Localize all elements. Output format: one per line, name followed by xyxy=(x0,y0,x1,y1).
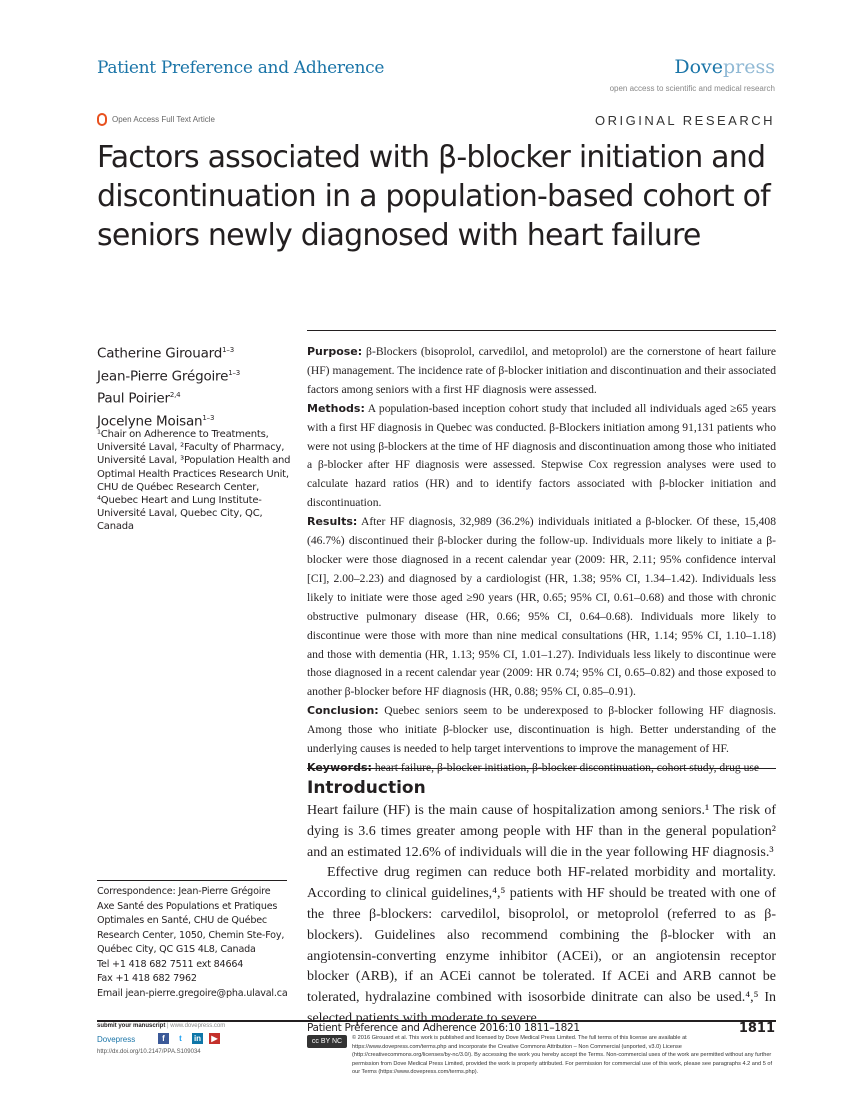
abstract xyxy=(307,343,776,778)
site-link[interactable]: | www.dovepress.com xyxy=(165,1023,226,1029)
section-label: Results: xyxy=(307,515,358,529)
author xyxy=(97,386,240,409)
open-access-badge xyxy=(97,113,215,126)
abstract-results xyxy=(307,513,776,702)
section-label: Keywords: xyxy=(307,760,372,774)
journal-name: Patient Preference and Adherence xyxy=(97,58,385,78)
section-text: β-Blockers (bisoprolol, carvedilol, and metoprolol) are the cornerstone of heart failure (HF) management. The incidence rate of β-blocker initiation and discontinuation and their associated factors among seniors with a first HF diagnosis were assessed. xyxy=(307,345,776,396)
author-sup: 1–3 xyxy=(222,346,234,354)
abstract-purpose xyxy=(307,343,776,400)
twitter-icon[interactable]: t xyxy=(175,1033,186,1044)
article-type: ORIGINAL RESEARCH xyxy=(595,113,775,128)
section-label: Methods: xyxy=(307,401,365,415)
open-access-label: Open Access Full Text Article xyxy=(112,115,216,124)
author-name: Catherine Girouard xyxy=(97,345,223,362)
section-text: After HF diagnosis, 32,989 (36.2%) individuals initiated a β-blocker. Of these, 15,408 (46.7%) discontinued their β-blocker during the follow-up. Individuals more likely to initiate a β-blocker were those diagnosed in a recent calendar year (2009: HR, 2.11; 95% confidence interval [CI], 2.00–2.23) and diagnosed by a cardiologist (HR, 1.38; 95% CI, 1.34–1.42). Individuals less likely to initiate were those aged ≥90 years (HR, 0.65; 95% CI, 0.61–0.68) and those with chronic obstructive pulmonary disease (HR, 0.66; 95% CI, 0.64–0.68). Individuals more likely to discontinue were those with more than nine medical consultations (HR, 1.14; 95% CI, 1.10–1.18) and those with dementia (HR, 1.13; 95% CI, 1.01–1.27). Individuals less likely to discontinue were those diagnosed in a recent calendar year (2009: HR 0.74; 95% CI, 0.65–0.82) and those exposed to another β-blocker before HF diagnosis (HR, 0.88; 95% CI, 0.85–0.91). xyxy=(307,515,776,699)
author-list xyxy=(97,341,240,431)
author xyxy=(97,341,240,364)
introduction-heading: Introduction xyxy=(307,778,426,798)
correspondence xyxy=(97,885,292,1001)
cc-license-icon[interactable]: cc BY NC xyxy=(307,1035,347,1048)
author-sup: 2,4 xyxy=(169,391,181,399)
publisher-tagline: open access to scientific and medical research xyxy=(609,84,775,93)
author-name: Jean-Pierre Grégoire xyxy=(97,368,229,384)
author xyxy=(97,364,240,387)
section-text: heart failure, β-blocker initiation, β-blocker discontinuation, cohort study, drug use xyxy=(371,760,760,774)
correspondence-address: Axe Santé des Populations et Pratiques Optimales en Santé, CHU de Québec Research Center, 1050, Chemin Ste-Foy, Québec City, QC G1S 4L8, Canada xyxy=(97,900,285,955)
correspondence-fax: Fax +1 418 682 7962 xyxy=(97,973,197,984)
abstract-conclusion xyxy=(307,702,776,759)
publisher-logo[interactable] xyxy=(674,56,775,78)
doi-link[interactable]: http://dx.doi.org/10.2147/PPA.S109034 xyxy=(97,1049,201,1055)
section-label: Purpose: xyxy=(307,345,363,358)
author-name: Jocelyne Moisan xyxy=(97,413,203,429)
paragraph: Effective drug regimen can reduce both HF-related morbidity and mortality. According to clinical guidelines,⁴,⁵ patients with HF should be treated with one of the three β-blockers: carvedilol, bisoprolol, or metoprolol (referred to as β-blockers). Guidelines also recommend combining the β-blocker with an angiotensin-converting enzyme inhibitor (ACEi), or an angiotensin receptor blocker (ARB), if an ACEi cannot be tolerated. If ACEi and ARB cannot be tolerated, hydralazine combined with isosorbide dinitrate can also be used.⁴,⁵ In selected patients with moderate to severe xyxy=(307,865,776,1026)
facebook-icon[interactable]: f xyxy=(158,1033,169,1044)
article-title: Factors associated with β-blocker initiation and discontinuation in a population-based cohort of seniors newly diagnosed with heart failure xyxy=(97,140,770,253)
correspondence-tel: Tel +1 418 682 7511 ext 84664 xyxy=(97,958,244,970)
correspondence-divider xyxy=(97,880,287,881)
social-links xyxy=(158,1033,220,1044)
intro-divider xyxy=(307,768,776,769)
affiliations: ¹Chair on Adherence to Treatments, Université Laval, ²Faculty of Pharmacy, Université Laval, ³Population Health and Optimal Health Practices Research Unit, CHU de Québec Research Center, ⁴Quebec Heart and Lung Institute-Université Laval, Quebec City, QC, Canada xyxy=(97,429,291,533)
linkedin-icon[interactable]: in xyxy=(193,1034,202,1043)
introduction-body xyxy=(307,801,776,1030)
license-text: © 2016 Girouard et al. This work is published and licensed by Dove Medical Press Limited. The full terms of this license are available at https://www.dovepress.com/terms.php and incorporate the Creative Commons Attribution – Non Commercial (unported, v3.0) License (http://creativecommons.org/licenses/by-nc/3.0/). By accessing the work you hereby accept the Terms. Non-commercial uses of the work are permitted without any further permission from Dove Medical Press Limited, provided the work is properly attributed. For permission for commercial use of this work, please see paragraphs 4.2 and 5 of our Terms (https://www.dovepress.com/terms.php). xyxy=(352,1035,773,1075)
submit-link[interactable] xyxy=(97,1023,225,1029)
author-sup: 1–3 xyxy=(228,368,241,377)
section-text: A population-based inception cohort study that included all individuals aged ≥65 years with a first HF diagnosis in Quebec was conducted. β-Blockers initiation among 91,131 patients who were not using β-blockers at the time of HF diagnosis and discontinuation among those who initiated a β-blocker after HF diagnosis were assessed. Stepwise Cox regression analyses were used to calculate hazard ratios (HR) and to identify factors associated with β-blocker initiation and discontinuation. xyxy=(307,401,776,510)
open-access-icon xyxy=(97,113,107,126)
submit-label: submit your manuscript xyxy=(97,1023,166,1029)
footer-dovepress-logo[interactable]: Dovepress xyxy=(97,1035,136,1044)
footer-citation: Patient Preference and Adherence 2016:10 1811–1821 xyxy=(307,1022,580,1034)
youtube-icon[interactable]: ▶ xyxy=(209,1033,220,1044)
abstract-methods xyxy=(307,400,776,513)
correspondence-email[interactable]: Email jean-pierre.gregoire@pha.ulaval.ca xyxy=(97,987,288,999)
section-label: Conclusion: xyxy=(307,704,379,718)
paragraph: Heart failure (HF) is the main cause of hospitalization among seniors.¹ The risk of dying is 3.6 times greater among people with HF than in the general population² and an estimated 12.6% of individuals will die in the year following HF diagnosis.³ xyxy=(307,803,776,860)
correspondence-name: Correspondence: Jean-Pierre Grégoire xyxy=(97,886,271,897)
abstract-divider xyxy=(307,330,776,331)
author-sup: 1–3 xyxy=(202,413,215,422)
author-name: Paul Poirier xyxy=(97,390,170,407)
publisher-logo-b: press xyxy=(723,56,775,78)
page-number: 1811 xyxy=(738,1021,775,1036)
section-text: Quebec seniors seem to be underexposed to β-blocker following HF diagnosis. Among those who initiate β-blocker use, discontinuation is high. Better understanding of the underlying causes is needed to help target interventions to improve the management of HF. xyxy=(307,704,776,756)
publisher-logo-a: Dove xyxy=(674,56,723,78)
